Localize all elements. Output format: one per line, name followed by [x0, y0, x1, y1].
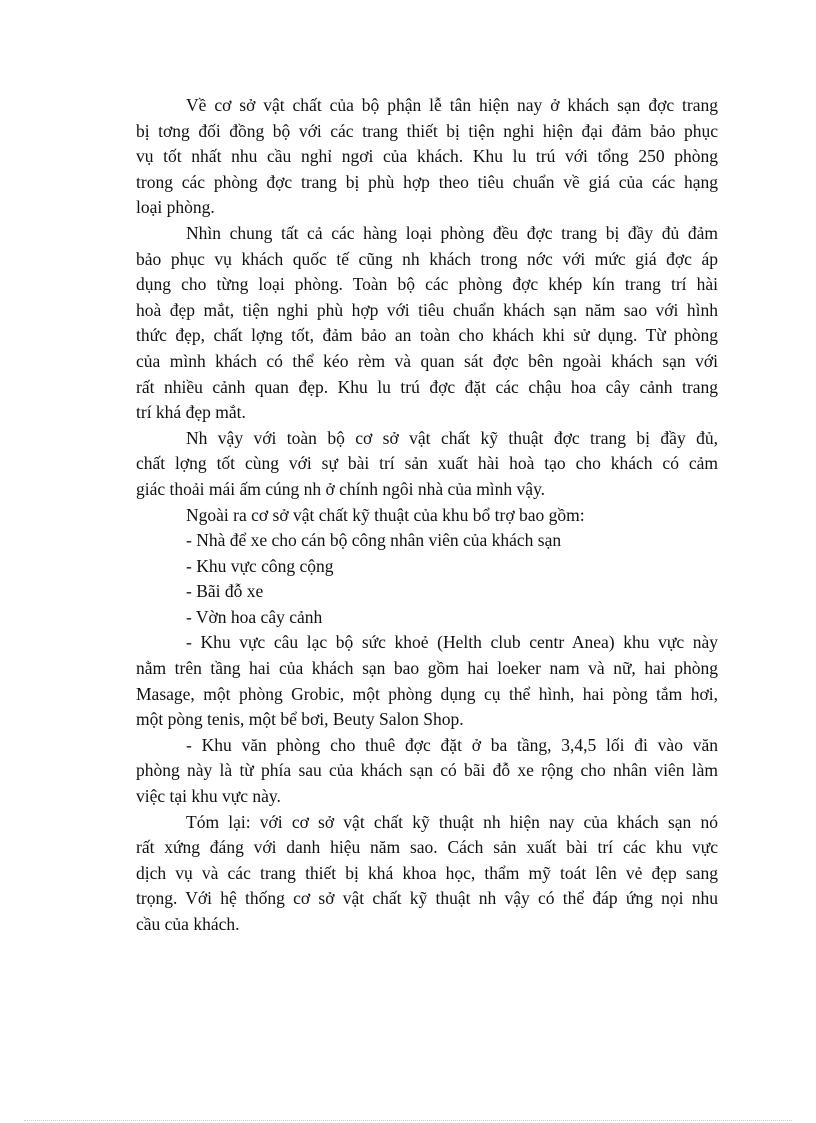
text-line: Về cơ sở vật chất của bộ phận lễ tân hiện nay ở khách sạn đợc trang — [186, 95, 718, 115]
text-line: vụ tốt nhất nhu cầu nghỉ ngơi của khách. Khu lu trú với tổng 250 phòng — [136, 146, 718, 167]
text-line: chất lợng tốt cùng với sự bài trí sản xuất hài hoà tạo cho khách có cảm — [136, 453, 718, 474]
text-line: Ngoài ra cơ sở vật chất kỹ thuật của khu bổ trợ bao gồm: — [186, 504, 585, 525]
text-line: trọng. Với hệ thống cơ sở vật chất kỹ thuật nh vậy có thể đáp ứng nọi nhu — [136, 888, 718, 909]
page-bottom-divider — [24, 1120, 792, 1121]
text-line: Masage, một phòng Grobic, một phòng dụng cụ thể hình, hai pòng tắm hơi, — [136, 683, 718, 704]
text-line: bị tơng đối đồng bộ với các trang thiết bị tiện nghi hiện đại đảm bảo phục — [136, 120, 718, 141]
document-body — [136, 93, 718, 938]
text-line: - Khu vực công cộng — [186, 555, 334, 576]
text-line: trí khá đẹp mắt. — [136, 402, 246, 423]
text-line: bảo phục vụ khách quốc tế cũng nh khách trong nớc với mức giá đợc áp — [136, 248, 718, 269]
text-line: của mình khách có thể kéo rèm và quan sát đợc bên ngoài khách sạn với — [136, 350, 718, 371]
text-line: cầu của khách. — [136, 914, 240, 934]
text-line: việc tại khu vực này. — [136, 786, 281, 807]
text-line: Nh vậy với toàn bộ cơ sở vật chất kỹ thuật đợc trang bị đầy đủ, — [186, 427, 718, 448]
text-line: - Khu văn phòng cho thuê đợc đặt ở ba tầng, 3,4,5 lối đi vào văn — [186, 734, 718, 755]
text-line: nằm trên tầng hai của khách sạn bao gồm hai loeker nam và nữ, hai phòng — [136, 658, 718, 679]
text-line: - Bãi đỗ xe — [186, 581, 264, 602]
text-line: giác thoải mái ấm cúng nh ở chính ngôi nhà của mình vậy. — [136, 478, 546, 499]
text-line: - Vờn hoa cây cảnh — [186, 606, 323, 627]
text-line: dụng cho từng loại phòng. Toàn bộ các phòng đợc khép kín trang trí hài — [136, 274, 718, 295]
text-line: một pòng tenis, một bể bơi, Beuty Salon Shop. — [136, 709, 464, 730]
text-line: trong các phòng đợc trang bị phù hợp theo tiêu chuẩn về giá của các hạng — [136, 171, 718, 192]
text-line: rất xứng đáng với danh hiệu năm sao. Cách sản xuất bài trí các khu vực — [136, 837, 718, 858]
text-line: Nhìn chung tất cả các hàng loại phòng đều đợc trang bị đầy đủ đảm — [186, 222, 718, 243]
text-line: loại phòng. — [136, 197, 215, 218]
text-line: rất nhiều cảnh quan đẹp. Khu lu trú đợc đặt các chậu hoa cây cảnh trang — [136, 376, 718, 397]
text-line: thức đẹp, chất lợng tốt, đảm bảo an toàn cho khách khi sử dụng. Từ phòng — [136, 325, 718, 346]
text-line: - Nhà để xe cho cán bộ công nhân viên của khách sạn — [186, 530, 562, 551]
text-line: phòng này là từ phía sau của khách sạn có bãi đỗ xe rộng cho nhân viên làm — [136, 760, 718, 781]
text-line: - Khu vực câu lạc bộ sức khoẻ (Helth club centr Anea) khu vực này — [186, 632, 718, 653]
text-line: Tóm lại: với cơ sở vật chất kỹ thuật nh hiện nay của khách sạn nó — [186, 811, 718, 832]
text-line: hoà đẹp mắt, tiện nghi phù hợp với tiêu chuẩn khách sạn năm sao với hình — [136, 299, 718, 320]
text-line: dịch vụ và các trang thiết bị khá khoa học, thẩm mỹ toát lên vẻ đẹp sang — [136, 862, 718, 883]
